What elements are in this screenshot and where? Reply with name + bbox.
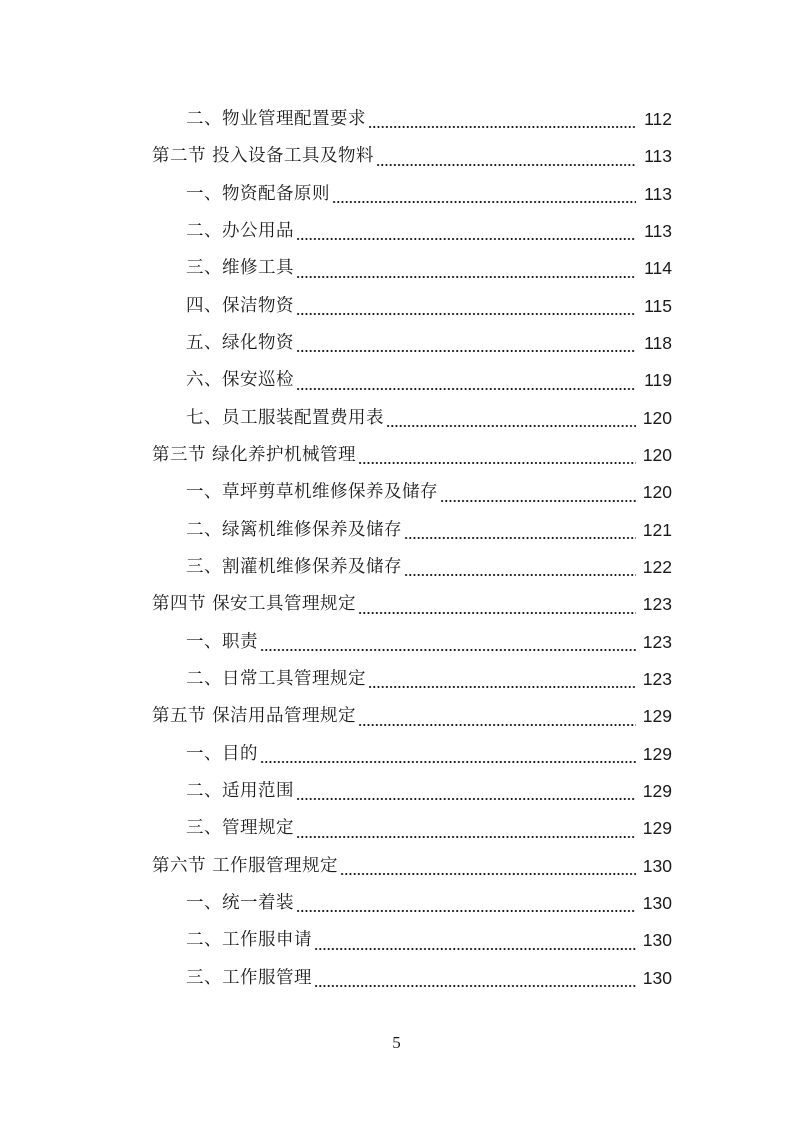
toc-entry-label: 二、日常工具管理规定: [186, 669, 366, 690]
toc-entry-page-number: 130: [642, 967, 672, 988]
toc-dot-leader: [404, 559, 636, 576]
toc-entry-label: 第三节 绿化养护机械管理: [152, 445, 357, 466]
toc-entry-page-number: 123: [642, 594, 672, 615]
toc-dot-leader: [296, 261, 636, 278]
toc-entry[interactable]: [0, 699, 672, 736]
toc-entry-label: 二、物业管理配置要求: [186, 108, 366, 129]
toc-entry-label: 二、绿篱机维修保养及储存: [186, 519, 402, 540]
toc-entry-label: 二、工作服申请: [186, 930, 312, 951]
toc-entry[interactable]: [0, 325, 672, 362]
toc-dot-leader: [358, 447, 636, 464]
toc-entry-label: 三、工作服管理: [186, 967, 312, 988]
toc-entry[interactable]: [0, 624, 672, 661]
toc-dot-leader: [358, 597, 636, 614]
toc-dot-leader: [368, 111, 636, 128]
toc-entry-page-number: 129: [642, 743, 672, 764]
toc-entry[interactable]: [0, 101, 672, 138]
table-of-contents: [0, 101, 793, 997]
toc-entry-label: 六、保安巡检: [186, 370, 294, 391]
toc-entry[interactable]: [0, 885, 672, 922]
toc-dot-leader: [332, 186, 636, 203]
toc-entry[interactable]: [0, 474, 672, 511]
toc-entry[interactable]: [0, 512, 672, 549]
toc-entry-page-number: 123: [642, 669, 672, 690]
toc-entry-label: 第五节 保洁用品管理规定: [152, 706, 357, 727]
toc-entry-label: 二、适用范围: [186, 781, 294, 802]
toc-entry-label: 一、草坪剪草机维修保养及储存: [186, 482, 438, 503]
toc-entry[interactable]: [0, 773, 672, 810]
toc-entry-label: 七、员工服装配置费用表: [186, 407, 384, 428]
toc-entry[interactable]: [0, 661, 672, 698]
toc-entry-label: 三、维修工具: [186, 258, 294, 279]
toc-dot-leader: [376, 149, 636, 166]
toc-entry-page-number: 129: [642, 781, 672, 802]
toc-entry-label: 一、统一着装: [186, 893, 294, 914]
toc-entry[interactable]: [0, 811, 672, 848]
toc-dot-leader: [296, 821, 636, 838]
toc-entry-label: 一、目的: [186, 743, 258, 764]
toc-entry[interactable]: [0, 437, 672, 474]
toc-entry-label: 二、办公用品: [186, 220, 294, 241]
toc-entry[interactable]: [0, 549, 672, 586]
toc-dot-leader: [296, 223, 636, 240]
toc-entry[interactable]: [0, 213, 672, 250]
toc-entry[interactable]: [0, 250, 672, 287]
toc-entry-page-number: 119: [644, 370, 672, 391]
toc-entry-label: 第二节 投入设备工具及物料: [152, 146, 375, 167]
toc-entry-page-number: 121: [642, 519, 672, 540]
toc-entry-label: 一、物资配备原则: [186, 183, 330, 204]
toc-entry-page-number: 123: [642, 631, 672, 652]
toc-entry[interactable]: [0, 736, 672, 773]
toc-dot-leader: [260, 746, 636, 763]
toc-entry-label: 一、职责: [186, 631, 258, 652]
toc-entry[interactable]: [0, 960, 672, 997]
toc-entry-page-number: 120: [642, 482, 672, 503]
toc-entry[interactable]: [0, 586, 672, 623]
toc-entry-page-number: 122: [642, 557, 672, 578]
toc-entry-page-number: 120: [642, 407, 672, 428]
toc-entry-page-number: 129: [642, 818, 672, 839]
toc-dot-leader: [296, 335, 636, 352]
toc-entry-page-number: 130: [642, 893, 672, 914]
toc-entry[interactable]: [0, 138, 672, 175]
toc-entry-page-number: 130: [642, 855, 672, 876]
toc-dot-leader: [340, 858, 636, 875]
toc-entry-page-number: 129: [642, 706, 672, 727]
toc-dot-leader: [296, 783, 636, 800]
toc-entry-page-number: 120: [642, 445, 672, 466]
toc-entry[interactable]: [0, 923, 672, 960]
toc-entry[interactable]: [0, 176, 672, 213]
toc-dot-leader: [404, 522, 636, 539]
toc-entry-page-number: 113: [644, 183, 672, 204]
toc-dot-leader: [314, 970, 636, 987]
toc-entry-label: 第六节 工作服管理规定: [152, 855, 339, 876]
page-number: 5: [392, 1033, 401, 1052]
toc-entry[interactable]: [0, 362, 672, 399]
toc-entry[interactable]: [0, 288, 672, 325]
toc-dot-leader: [440, 485, 636, 502]
toc-entry-page-number: 113: [644, 146, 672, 167]
toc-entry-page-number: 114: [644, 258, 672, 279]
toc-dot-leader: [314, 933, 636, 950]
toc-entry-label: 四、保洁物资: [186, 295, 294, 316]
toc-entry-page-number: 130: [642, 930, 672, 951]
toc-entry-page-number: 115: [644, 295, 672, 316]
toc-entry-label: 第四节 保安工具管理规定: [152, 594, 357, 615]
toc-dot-leader: [358, 709, 636, 726]
toc-entry[interactable]: [0, 848, 672, 885]
toc-dot-leader: [386, 410, 636, 427]
toc-entry-label: 五、绿化物资: [186, 332, 294, 353]
toc-entry-label: 三、割灌机维修保养及储存: [186, 557, 402, 578]
toc-entry[interactable]: [0, 400, 672, 437]
toc-entry-page-number: 113: [644, 220, 672, 241]
toc-dot-leader: [296, 298, 636, 315]
toc-dot-leader: [260, 634, 636, 651]
toc-entry-page-number: 112: [644, 108, 672, 129]
toc-entry-label: 三、管理规定: [186, 818, 294, 839]
toc-dot-leader: [296, 373, 636, 390]
toc-dot-leader: [296, 895, 636, 912]
toc-dot-leader: [368, 671, 636, 688]
toc-entry-page-number: 118: [644, 332, 672, 353]
